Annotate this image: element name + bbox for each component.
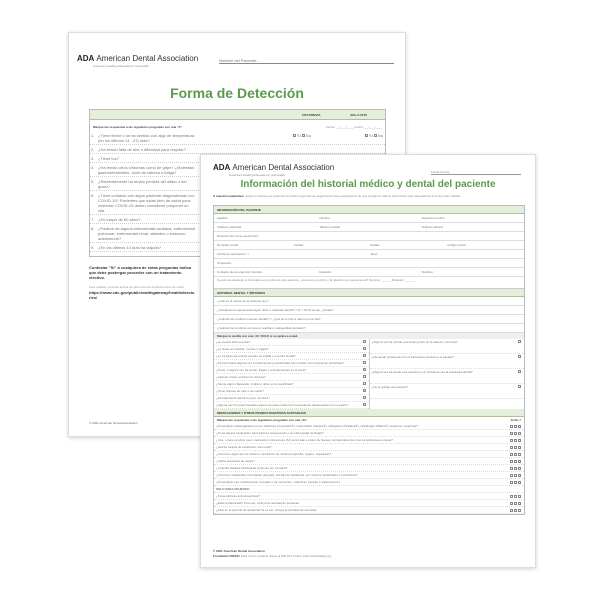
logo-abbr: ADA — [77, 54, 95, 63]
copyright: © 2021 American Dental Association — [213, 549, 265, 553]
question-text: ¿Ha tenido falta de aire o dificultad para respirar? — [98, 147, 186, 152]
ada-logo — [77, 54, 198, 68]
field-label-0[interactable]: Fecha de nacimiento: / / — [217, 252, 250, 256]
answer-checkbox[interactable] — [514, 446, 517, 449]
answer-checkbox[interactable] — [514, 460, 517, 463]
answer-checkbox[interactable] — [510, 474, 513, 477]
checklist-text: ¿Alguna vez ha experimentado alguno de estos trastornos respiratorios relacionados con el sueño? — [216, 403, 349, 407]
answer-checkbox[interactable] — [518, 425, 521, 428]
checklist-checkbox[interactable] — [363, 403, 366, 406]
checklist-text: ¿Le duele al masticar, morder o tragar? — [216, 347, 269, 351]
medication-row — [214, 486, 524, 493]
patient-info-row — [214, 214, 524, 223]
answer-checkbox[interactable] — [518, 481, 521, 484]
answer-checkbox[interactable] — [518, 495, 521, 498]
answer-checkbox[interactable] — [514, 425, 517, 428]
form-body — [213, 205, 525, 515]
medication-row — [214, 479, 524, 486]
medication-question: ¿Está en el período de lactancia? Si es así, incluya la cantidad de semanas: — [216, 508, 318, 512]
field-label-0[interactable]: Ocupación — [217, 261, 232, 265]
question-number: 3. — [91, 156, 95, 161]
answer-checkbox[interactable] — [514, 453, 517, 456]
checklist-checkbox[interactable] — [363, 396, 366, 399]
question-text: ¿Tiene fiebre o se ha sentido con algo de temperatura (en los últimos 14 - 21) días? — [98, 133, 195, 143]
checklist-checkbox[interactable] — [518, 355, 521, 358]
checklist-text: ¿Alguna vez ha sufrido una lesión grave en la cabeza o la boca? — [371, 340, 458, 344]
yes-checkbox[interactable] — [293, 134, 296, 137]
field-label-2[interactable]: Teléfono laboral — [421, 225, 443, 229]
dental-section-header: HISTORIAL DENTAL Y SÍNTOMAS — [214, 289, 524, 297]
answer-checkbox[interactable] — [514, 467, 517, 470]
checklist-checkbox[interactable] — [363, 389, 366, 392]
field-label-2[interactable]: Segundo nombre — [421, 216, 445, 220]
answer-checkbox[interactable] — [514, 474, 517, 477]
logo-abbr: ADA — [213, 163, 231, 172]
patient-rows — [214, 214, 524, 277]
no-label: No — [305, 133, 312, 138]
logo-tagline: America's leading advocate for oral health — [93, 64, 149, 68]
patient-info-row — [214, 268, 524, 277]
answer-boxes — [510, 452, 522, 456]
question-number: 4. — [91, 165, 95, 170]
question-number: 2. — [91, 147, 95, 152]
checklist-item — [214, 374, 369, 381]
checklist-text: ¿No le gustan sus dientes? — [371, 385, 408, 389]
field-label-0[interactable]: Teléfono particular — [217, 225, 242, 229]
answer-group — [365, 133, 383, 138]
logo-tagline: America's leading advocate for oral health — [229, 173, 285, 177]
page-title: Forma de Detección — [170, 85, 304, 101]
answer-checkbox[interactable] — [514, 481, 517, 484]
no-checkbox[interactable] — [302, 134, 305, 137]
question-number: 5. — [91, 179, 95, 184]
answer-checkbox[interactable] — [510, 453, 513, 456]
col-at-header: EN LA CITA — [350, 113, 367, 117]
question-number: 8. — [91, 226, 95, 231]
checklist-checkbox[interactable] — [363, 382, 366, 385]
col-no: No — [514, 418, 519, 422]
medication-question: ¿Recibe terapia de sustitución hormonal? — [216, 445, 272, 449]
checklist-checkbox[interactable] — [363, 361, 366, 364]
medication-question: ¿Toma algún anticoagulante (como warfarina (Coumadin®), rivaroxabán (Xarelto®), dabigatrán (Pradaxa®), clopidogrel (Plavix®), heparina o aspirina)? — [216, 424, 418, 428]
checklist-item — [214, 367, 369, 374]
patient-info-row — [214, 241, 524, 250]
answer-checkbox[interactable] — [518, 453, 521, 456]
answer-checkbox[interactable] — [514, 509, 517, 512]
logo-name: American Dental Association — [96, 54, 199, 63]
checklist-text: ¿Siente algún chasquido, crujido o dolor en la mandíbula? — [216, 382, 294, 386]
medication-question: ¿Cuántas bebidas alcohólicas consume por semana? — [216, 466, 288, 470]
question-text: ¿Ha tenido otros síntomas como de gripe? ¿Molestias gastrointestinales, dolor de cabeza o fatiga? — [98, 165, 195, 175]
checklist-item — [370, 354, 525, 369]
answer-boxes — [510, 431, 522, 435]
instructions-row — [90, 120, 385, 131]
checklist-item — [370, 339, 525, 354]
answer-checkbox[interactable] — [518, 460, 521, 463]
patient-info-row — [214, 250, 524, 259]
answer-boxes — [510, 480, 522, 484]
question-text: ¿Recientemente ha tenido pérdida del olfato o del gusto? — [98, 179, 187, 189]
field-label-0[interactable]: Domicilio postal — [217, 243, 239, 247]
medication-question: ¿Toma píldoras anticonceptivas? — [216, 494, 260, 498]
question-item — [90, 145, 385, 154]
form-number: Formulario S50121 — [213, 554, 240, 558]
checklist-item — [214, 402, 369, 409]
cdc-link[interactable]: https://www.cdc.gov/publichealthgateway/healthdirectories/ — [89, 290, 195, 300]
patient-info-row — [214, 232, 524, 241]
yes-checkbox[interactable] — [365, 134, 368, 137]
checklist-item — [370, 384, 525, 399]
intro — [213, 194, 525, 198]
checklist-item — [214, 360, 369, 367]
patient-name-label: Nombre del Paciente: — [219, 58, 258, 63]
field-label-3[interactable]: Código postal — [447, 243, 466, 247]
dental-history-row[interactable]: ¿Cuándo fue el último examen dental? / / ¿Qué se le hizo a cabo en esa cita? — [214, 315, 524, 324]
medication-question: ¿Toma algún otro medicamento recetado o de venta libre, vitaminas, hierbas o suplementos? — [216, 480, 340, 484]
field-label-1[interactable]: Teléfono celular — [319, 225, 341, 229]
field-label-0[interactable]: Dirección de correo electrónico — [217, 234, 259, 238]
medication-row — [214, 444, 524, 451]
form-footer — [213, 554, 331, 558]
medication-question: ¿Utiliza productos de vapeo? — [216, 459, 255, 463]
table-header — [90, 110, 385, 120]
answer-boxes — [510, 508, 522, 512]
medication-row — [214, 472, 524, 479]
question-item — [90, 131, 385, 145]
dental-history-row[interactable]: ¿Actualmente experimenta algún dolor o malestar dental? □ Sí □ No Si es así, ¿dónde? — [214, 306, 524, 315]
answer-boxes — [510, 466, 522, 470]
medication-row — [214, 493, 524, 500]
meds-section-header: MEDICACIONES Y OTROS PRODUCTOS/OTRAS SUSTANCIAS — [214, 409, 524, 417]
medication-question: ¿Toma alguna medicación para tratar la osteoporosis o la enfermedad de Paget? — [216, 431, 324, 435]
col-unknown: ? — [519, 418, 521, 422]
answer-boxes — [293, 133, 383, 138]
question-number: 6. — [91, 193, 95, 198]
checklist-text: ¿Ha tenido problemas con el tratamiento dental en el pasado? — [371, 355, 455, 359]
answer-checkbox[interactable] — [514, 502, 517, 505]
dental-history-row[interactable]: ¿Cuál es el motivo de la visita de hoy? — [214, 297, 524, 306]
medication-question: ¿Consume algún tipo de tabaco o productos de nicotina (cigarrillo, cigarro, vapeador)? — [216, 452, 332, 456]
page-title: Información del historial médico y dental del paciente — [240, 179, 496, 190]
medication-row — [214, 507, 524, 514]
answer-checkbox[interactable] — [518, 474, 521, 477]
answer-boxes — [510, 494, 522, 498]
question-text: ¿Tiene tos? — [98, 156, 119, 161]
checklist-item — [214, 353, 369, 360]
question-number: 1. — [91, 133, 95, 138]
medication-question: ¿Usa, o tiene previsto usar, medicación intravenosa (IV) para tratar el dolor de huesos, la hipercalcemia o las complicaciones óseas? — [216, 438, 393, 442]
answer-checkbox[interactable] — [518, 446, 521, 449]
meds-instructions: Marque las respuestas a las siguientes preguntas con una <X>. — [217, 418, 308, 422]
answer-boxes — [510, 459, 522, 463]
ada-logo — [213, 163, 334, 177]
answer-boxes — [510, 424, 522, 428]
checklist-checkbox[interactable] — [363, 340, 366, 343]
field-label-1[interactable]: Sexo — [370, 252, 378, 256]
answer-checkbox[interactable] — [510, 502, 513, 505]
checklist-checkbox[interactable] — [518, 340, 521, 343]
patient-name-field[interactable] — [219, 58, 394, 64]
medication-question: ¿Está embarazada? Si es así, incluya la cantidad de semanas: — [216, 501, 300, 505]
medication-question: SOLO PARA MUJERES: — [216, 487, 250, 491]
no-label: No — [377, 133, 383, 138]
col-prev-header: CITA PREVIA — [301, 113, 321, 117]
field-label-1[interactable]: Relación — [319, 270, 332, 274]
date-at[interactable]: Fecha:___/___/____ — [354, 125, 382, 129]
patient-section-header: INFORMACIÓN DEL PACIENTE — [214, 206, 524, 214]
patient-info-row — [214, 259, 524, 268]
medication-row — [214, 451, 524, 458]
field-label-2[interactable]: Estado — [370, 243, 380, 247]
answer-checkbox[interactable] — [510, 460, 513, 463]
answer-boxes — [510, 473, 522, 477]
patient-info-row — [214, 223, 524, 232]
order-note: Para volver a pedirlo, llame al 800.947.4746 o visite ADAcatalog.org — [240, 554, 332, 558]
date-prev[interactable]: Fecha:___/___/____ — [326, 125, 354, 129]
checklist-checkbox[interactable] — [518, 385, 521, 388]
dental-rows — [214, 297, 524, 333]
checklist-item — [214, 395, 369, 402]
checklist-text: ¿Tiene dolores de oído o de cuello? — [216, 389, 264, 393]
checklist-text: ¿El tratamiento dental lo pone nervioso? — [216, 396, 270, 400]
checklist-item — [214, 381, 369, 388]
medication-question: ¿Consume sustancias controladas (drogas), incluida la marihuana, por motivos medicinales o recreativos? — [216, 473, 358, 477]
medication-row — [214, 458, 524, 465]
question-number: 7. — [91, 217, 95, 222]
answer-boxes — [510, 438, 522, 442]
medication-row — [214, 465, 524, 472]
answer-checkbox[interactable] — [518, 467, 521, 470]
answer-checkbox[interactable] — [510, 446, 513, 449]
checklist-text: ¿Le sangran las encías cuando se cepilla o usa hilo dental? — [216, 354, 296, 358]
field-label-2[interactable]: Teléfono — [421, 270, 433, 274]
answer-checkbox[interactable] — [510, 467, 513, 470]
date-label: Fecha de hoy: — [431, 170, 451, 174]
field-label-0[interactable]: Apellido — [217, 216, 228, 220]
field-label-1[interactable]: Ciudad — [293, 243, 304, 247]
intro-bold: A nuestros pacientes: — [213, 194, 245, 198]
answer-checkbox[interactable] — [518, 509, 521, 512]
field-label-0[interactable]: Contacto de emergencia: Nombre — [217, 270, 263, 274]
symptom-checklist — [214, 339, 524, 409]
question-number: 9. — [91, 245, 95, 250]
guardian-note: Si está completando el formulario en nombre de otra persona, ¿cuál es su nombre y la relación con esa persona? Nombre: ______ Relación: ______ — [214, 277, 524, 289]
question-text: ¿En los últimos 14 días ha viajado? — [98, 245, 162, 250]
checklist-checkbox[interactable] — [363, 375, 366, 378]
medication-row — [214, 430, 524, 437]
yes-label: Sí — [297, 133, 301, 138]
answer-checkbox[interactable] — [510, 509, 513, 512]
answer-checkbox[interactable] — [514, 439, 517, 442]
answer-group — [293, 133, 311, 138]
date-field[interactable] — [431, 170, 521, 175]
checklist-item — [370, 369, 525, 384]
checklist-checkbox[interactable] — [518, 370, 521, 373]
checklist-checkbox[interactable] — [363, 354, 366, 357]
medication-row — [214, 437, 524, 444]
instructions: Marque las respuestas a las siguientes preguntas con una "X". — [93, 125, 183, 129]
meds-rows — [214, 423, 524, 514]
medication-row — [214, 423, 524, 430]
logo-name: American Dental Association — [232, 163, 335, 172]
answer-checkbox[interactable] — [518, 502, 521, 505]
more-info-text: Para análisis, consulte la lista de sitios web de departamentos de salud: — [89, 285, 185, 289]
answer-boxes — [510, 445, 522, 449]
no-checkbox[interactable] — [374, 134, 377, 137]
answer-checkbox[interactable] — [518, 439, 521, 442]
checklist-text: ¿Aprieta o hace rechinar los dientes? — [216, 375, 266, 379]
yes-label: Sí — [368, 133, 373, 138]
answer-checkbox[interactable] — [510, 439, 513, 442]
checklist-item — [214, 388, 369, 395]
answer-checkbox[interactable] — [510, 425, 513, 428]
answer-checkbox[interactable] — [518, 432, 521, 435]
intro-text: tenga en cuenta que podemos formular preguntas de seguimiento para asegurarnos de que tengamos toda la información que necesitamos a fin de poder tratarlo. — [245, 194, 462, 198]
answer-checkbox[interactable] — [510, 481, 513, 484]
checklist-item — [214, 346, 369, 353]
dental-history-row[interactable]: ¿Cuándo fue la última vez que le realizaron radiografías dentales? — [214, 324, 524, 333]
copyright: © 2021 American Dental Association — [89, 421, 138, 425]
checkbox-instructions: Marque la casilla con una <X> SOLO si se aplica a usted. — [214, 333, 524, 339]
question-text: ¿Es mayor de 60 años? — [98, 217, 141, 222]
checklist-checkbox[interactable] — [363, 347, 366, 350]
checklist-item — [214, 339, 369, 346]
medical-history-form-page — [200, 154, 536, 568]
answer-checkbox[interactable] — [514, 495, 517, 498]
checklist-text: ¿Se ha tomado alguna vez a tratamientos periodontales (de encías) como limpiezas profundas? — [216, 361, 344, 365]
checklist-text: ¿Tiene, o alguna vez ha tenido, llagas o protuberancias en la boca? — [216, 368, 307, 372]
checklist-text: ¿Alguna vez ha tenido una reacción o un problema con la anestesia dental? — [371, 370, 473, 374]
col-yes: Sí — [510, 418, 514, 422]
question-text: ¿Padece de alguna enfermedad cardiaca, enfermedad pulmonar, enfermedad renal, diabetes o trastorno autoinmune? — [98, 226, 195, 241]
answer-checkbox[interactable] — [514, 432, 517, 435]
checklist-text: ¿Le cuesta abrir la boca? — [216, 340, 250, 344]
answer-checkbox[interactable] — [510, 432, 513, 435]
question-text: ¿Tiene contacto con algún paciente diagnosticado con COVID-19? Pacientes que están bien de salud para vivenciar COVID-19 deben considerar posponer su cita. — [98, 193, 195, 213]
field-label-1[interactable]: Nombre — [319, 216, 330, 220]
checklist-checkbox[interactable] — [363, 368, 366, 371]
answer-boxes — [510, 501, 522, 505]
medication-row — [214, 500, 524, 507]
warning-text: Contestar "Sí" a cualquiera de estas preguntas indica que debe postergar proceder con un tratamiento electivo. — [89, 265, 192, 280]
answer-checkbox[interactable] — [510, 495, 513, 498]
